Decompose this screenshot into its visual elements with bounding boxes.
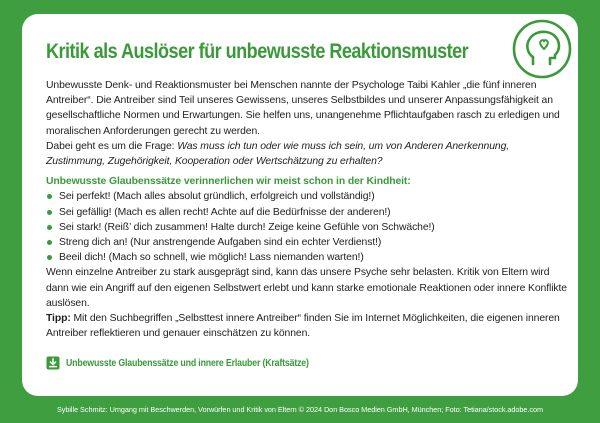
info-card: [22, 14, 578, 396]
tip-paragraph: [46, 311, 570, 341]
beliefs-list: [46, 189, 570, 265]
download-link[interactable]: [46, 356, 342, 370]
card-title: Kritik als Auslöser für unbewusste Reaktionsmuster: [46, 40, 469, 63]
question-paragraph: [46, 139, 570, 169]
question-text: Was muss ich tun oder wie muss ich sein, um von Anderen Anerkennung, Zustimmung, Zugehörigkeit, Kooperation oder Wertschätzung zu erhalten?: [46, 140, 510, 168]
download-icon: [46, 356, 60, 370]
intro-paragraph: Unbewusste Denk- und Reaktionsmuster bei Menschen nannte der Psychologe Taibi Kahler „die fünf inneren Antreiber“. Die Antreiber sind Teil unseres Gewissens, unseres Selbstbildes und unserer Anpassungsfähigkeit an gesellschaftliche Normen und Erwartungen. Sie helfen uns, unangenehme Pflichtaufgaben rasch zu erledigen und moralischen Anforderungen gerecht zu werden.: [46, 80, 560, 137]
list-item: Sei gefällig! (Mach es allen recht! Achte auf die Bedürfnisse der anderen!): [46, 205, 570, 220]
head-heart-icon: [511, 18, 573, 80]
card-body: [46, 78, 570, 341]
footer-credit: Sybille Schmitz: Umgang mit Beschwerden, Vorwürfen und Kritik von Eltern © 2024 Don Bosco Medien GmbH, München; Foto: Tetiana/stock.adobe.com: [56, 405, 544, 414]
question-lead: Dabei geht es um die Frage:: [46, 140, 178, 152]
tip-text: Mit den Suchbegriffen „Selbsttest innere Antreiber“ finden Sie im Internet Möglichkeiten, die eigenen inneren Antreiber reflektieren und genauer einschätzen zu können.: [46, 313, 560, 340]
consequence-paragraph: Wenn einzelne Antreiber zu stark ausgeprägt sind, kann das unsere Psyche sehr belasten. Kritik von Eltern wird dann wie ein Angriff auf den eigenen Selbstwert erlebt und kann starke emotionale Reaktionen oder innere Konflikte auslösen.: [46, 267, 567, 309]
list-item: Streng dich an! (Nur anstrengende Aufgaben sind ein echter Verdienst!): [46, 235, 570, 250]
beliefs-subheading: Unbewusste Glaubenssätze verinnerlichen wir meist schon in der Kindheit:: [46, 176, 411, 188]
list-item: Beeil dich! (Mach so schnell, wie möglich! Lass niemanden warten!): [46, 250, 570, 265]
download-link-label[interactable]: Unbewusste Glaubenssätze und innere Erlauber (Kraftsätze): [66, 357, 309, 369]
list-item: Sei stark! (Reiß’ dich zusammen! Halte durch! Zeige keine Gefühle von Schwäche!): [46, 220, 570, 235]
tip-label: Tipp:: [46, 313, 71, 325]
list-item: Sei perfekt! (Mach alles absolut gründlich, erfolgreich und vollständig!): [46, 189, 570, 204]
